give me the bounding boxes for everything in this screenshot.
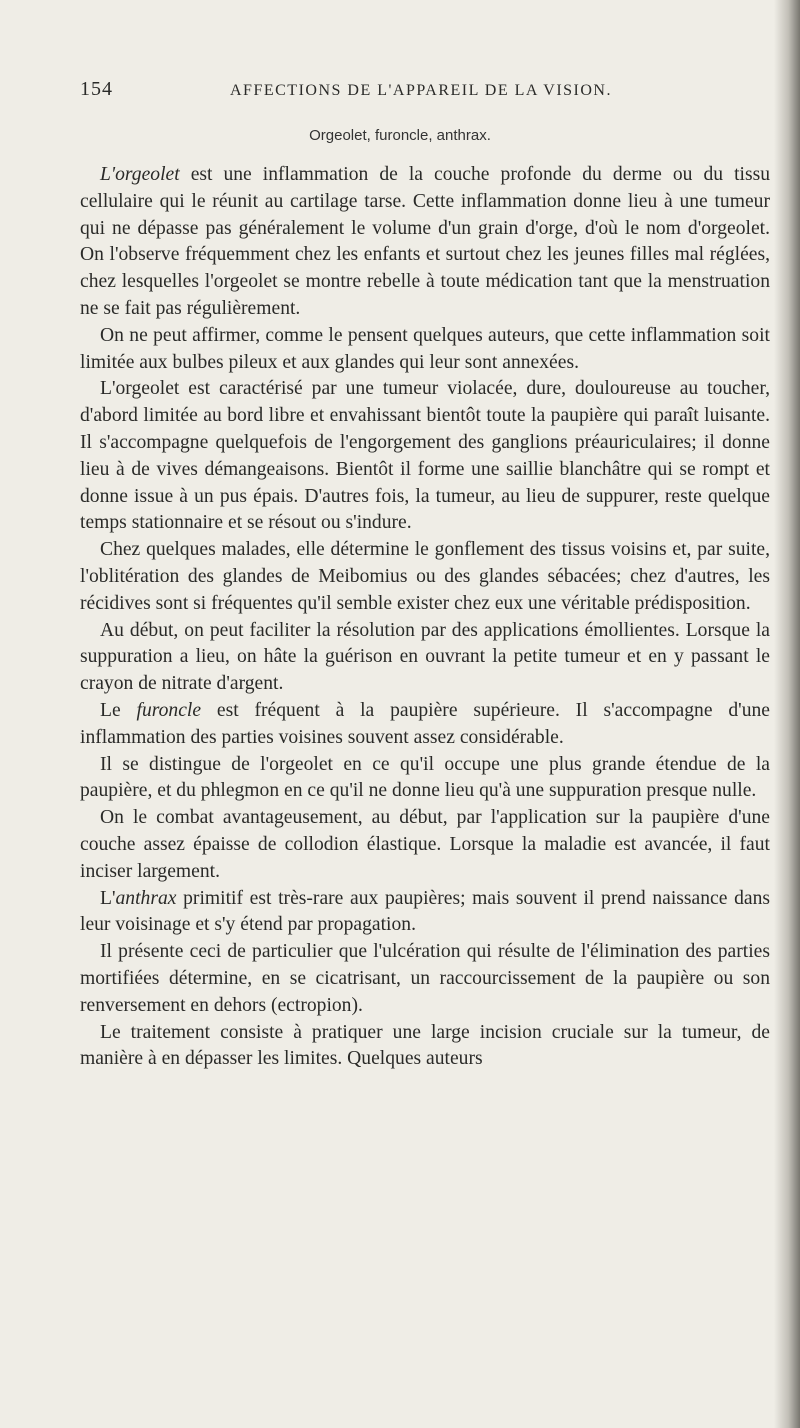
paragraph-text: Il présente ceci de particulier que l'ulcération qui résulte de l'élimination des parties mortifiées détermine, en se cicatrisant, un raccourcissement de la paupière ou son renversement en dehors (ectropion). <box>80 941 770 1016</box>
paragraph-complications <box>80 537 770 617</box>
section-title: Orgeolet, furoncle, anthrax. <box>309 127 491 144</box>
paragraph-text: Il se distingue de l'orgeolet en ce qu'il occupe une plus grande étendue de la paupière, et du phlegmon en ce qu'il ne donne lieu qu'à une suppuration presque nulle. <box>80 753 770 802</box>
paragraph-furoncle <box>80 698 770 752</box>
paragraph-orgeolet-definition <box>80 162 770 323</box>
term-anthrax: anthrax <box>115 887 177 909</box>
page-number: 154 <box>80 78 113 100</box>
paragraph-caracteres <box>80 376 770 537</box>
paragraph-text: L'orgeolet est caractérisé par une tumeur violacée, dure, douloureuse au toucher, d'abord limitée au bord libre et envahissant bientôt toute la paupière qui paraît luisante. Il s'accompagne quelquefois de l'engorgement des ganglions préauriculaires; il donne lieu à de vives démangeaisons. Bientôt il forme une saillie blanchâtre qui se rompt et donne issue à un pus épais. D'autres fois, la tumeur, au lieu de suppurer, reste quelque temps stationnaire et se résout ou s'indure. <box>80 378 770 534</box>
running-title: AFFECTIONS DE L'APPAREIL DE LA VISION. <box>230 82 612 99</box>
paragraph-traitement-anthrax <box>80 1020 770 1074</box>
paragraph-traitement-furoncle <box>80 805 770 885</box>
paragraph-text: est une inflammation de la couche profonde du derme ou du tissu cellulaire qui le réunit au cartilage tarse. Cette inflammation donne lieu à une tumeur qui ne dépasse pas généralement le volume d'un grain d'orge, d'où le nom d'orgeolet. On l'observe fréquemment chez les enfants et surtout chez les jeunes filles mal réglées, chez lesquelles l'orgeolet se montre rebelle à toute médication tant que la menstruation ne se fait pas régulièrement. <box>80 164 770 319</box>
page-edge-shadow <box>774 0 800 1428</box>
paragraph-distinction <box>80 752 770 806</box>
paragraph-text: Le traitement consiste à pratiquer une large incision cruciale sur la tumeur, de manière à en dépasser les limites. Quelques auteurs <box>80 1021 770 1070</box>
paragraph-ectropion <box>80 939 770 1019</box>
paragraph-text: primitif est très-rare aux paupières; mais souvent il prend naissance dans leur voisinage et s'y étend par propagation. <box>80 887 770 936</box>
paragraph-anthrax <box>80 886 770 940</box>
paragraph-glandes <box>80 323 770 377</box>
term-orgeolet: L'orgeolet <box>100 164 180 185</box>
paragraph-traitement-orgeolet <box>80 618 770 698</box>
paragraph-text: Au début, on peut faciliter la résolution par des applications émollientes. Lorsque la suppuration a lieu, on hâte la guérison en ouvrant la petite tumeur et en y passant le crayon de nitrate d'argent. <box>80 619 770 695</box>
term-furoncle: furoncle <box>136 699 202 721</box>
paragraph-lead: Le <box>100 699 137 721</box>
running-head <box>80 78 770 106</box>
paragraph-lead: L' <box>100 887 116 909</box>
body-text <box>80 162 770 1073</box>
paragraph-text: On le combat avantageusement, au début, par l'application sur la paupière d'une couche assez épaisse de collodion élastique. Lorsque la maladie est avancée, il faut inciser largement. <box>80 807 770 882</box>
paragraph-text: est fréquent à la paupière supérieure. Il s'accompagne d'une inflammation des parties voisines souvent assez considérable. <box>80 699 770 748</box>
paragraph-text: On ne peut affirmer, comme le pensent quelques auteurs, que cette inflammation soit limitée aux bulbes pileux et aux glandes qui leur sont annexées. <box>80 324 770 373</box>
paragraph-text: Chez quelques malades, elle détermine le gonflement des tissus voisins et, par suite, l'oblitération des glandes de Meibomius ou des glandes sébacées; chez d'autres, les récidives sont si fréquentes qu'il semble exister chez eux une véritable prédisposition. <box>80 539 770 614</box>
